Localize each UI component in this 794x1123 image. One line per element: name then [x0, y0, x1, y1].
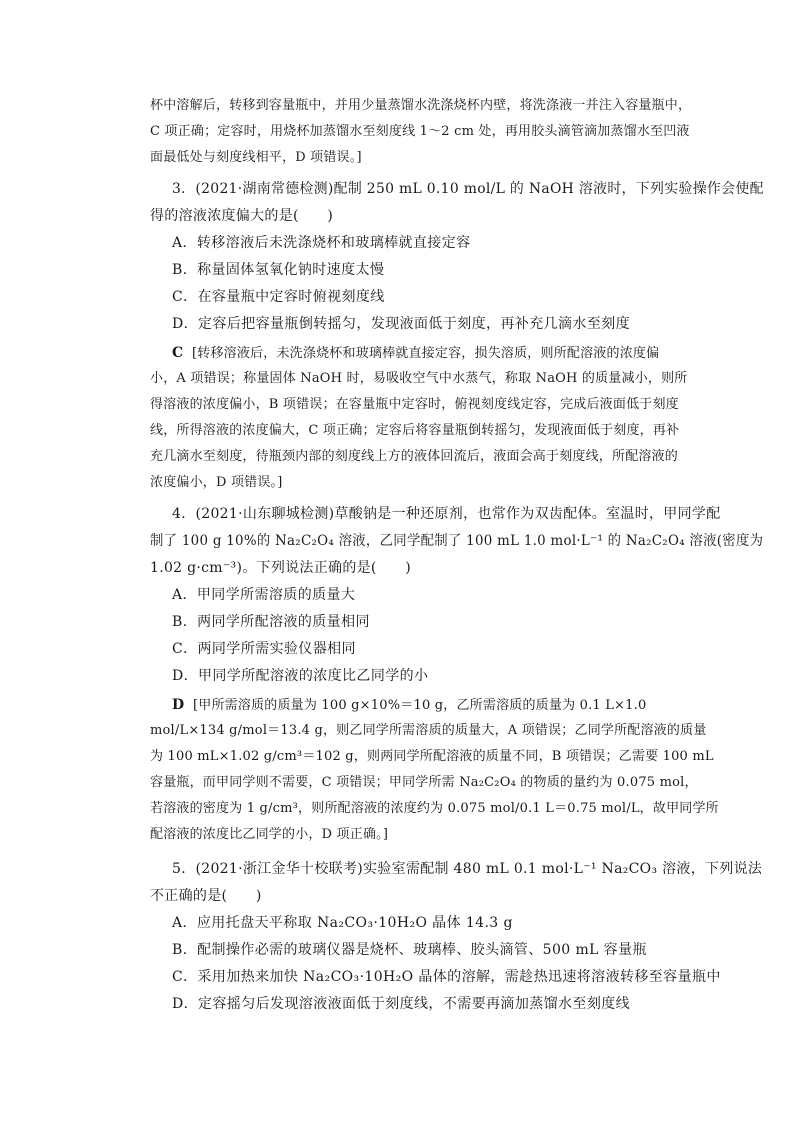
explanation-4-line: 若溶液的密度为 1 g/cm³，则所配溶液的浓度约为 0.075 mol/0.1 L＝0.75 mol/L，故甲同学所 — [150, 801, 719, 816]
question-4-stem: 制了 100 g 10%的 Na₂C₂O₄ 溶液，乙同学配制了 100 mL 1.0 mol·L⁻¹ 的 Na₂C₂O₄ 溶液(密度为 — [150, 533, 764, 549]
explanation-text: [转移溶液后，未洗涤烧杯和玻璃棒就直接定容，损失溶质，则所配溶液的浓度偏 — [192, 346, 660, 361]
answer-letter: D — [172, 697, 185, 713]
question-4-option-a: A．甲同学所需溶质的质量大 — [172, 587, 356, 603]
question-4-option-c: C．两同学所需实验仪器相同 — [172, 641, 356, 657]
question-5-option-b: B．配制操作必需的玻璃仪器是烧杯、玻璃棒、胶头滴管、500 mL 容量瓶 — [172, 942, 647, 958]
question-5-option-a: A．应用托盘天平称取 Na₂CO₃·10H₂O 晶体 14.3 g — [172, 915, 513, 931]
explanation-3-line: 得溶液的浓度偏小，B 项错误；在容量瓶中定容时，俯视刻度线定容，完成后液面低于刻度 — [150, 397, 679, 412]
question-3-stem: 得的溶液浓度偏大的是( ) — [150, 208, 334, 224]
explanation-4-line: 为 100 mL×1.02 g/cm³＝102 g，则两同学所配溶液的质量不同，B 项错误；乙需要 100 mL — [150, 749, 714, 764]
explanation-4-line: mol/L×134 g/mol＝13.4 g，则乙同学所需溶质的质量大，A 项错误；乙同学所配溶液的质量 — [150, 723, 707, 738]
explanation-4-line: 配溶液的浓度比乙同学的小，D 项正确。] — [150, 827, 389, 842]
answer-4-line — [172, 695, 646, 717]
explanation-3-line: 线，所得溶液的浓度偏大，C 项正确；定容后将容量瓶倒转摇匀，发现液面低于刻度，再补 — [150, 423, 680, 438]
question-3-option-b: B．称量固体氢氧化钠时速度太慢 — [172, 262, 385, 278]
text-line: 杯中溶解后，转移到容量瓶中，并用少量蒸馏水洗涤烧杯内壁，将洗涤液一并注入容量瓶中， — [150, 98, 692, 113]
explanation-3-line: 小，A 项错误；称量固体 NaOH 时，易吸收空气中水蒸气，称取 NaOH 的质量减小，则所 — [150, 371, 688, 386]
question-3-option-c: C．在容量瓶中定容时俯视刻度线 — [172, 289, 385, 305]
question-3-option-a: A．转移溶液后未洗涤烧杯和玻璃棒就直接定容 — [172, 235, 471, 251]
answer-letter: C — [172, 345, 184, 361]
text-line: C 项正确；定容时，用烧杯加蒸馏水至刻度线 1～2 cm 处，再用胶头滴管滴加蒸馏水至凹液 — [150, 124, 690, 139]
question-3-stem: 3．(2021·湖南常德检测)配制 250 mL 0.10 mol/L 的 NaOH 溶液时，下列实验操作会使配 — [172, 181, 764, 197]
question-4-stem: 1.02 g·cm⁻³)。下列说法正确的是( ) — [150, 560, 412, 576]
question-4-option-b: B．两同学所配溶液的质量相同 — [172, 614, 370, 630]
question-5-stem: 不正确的是( ) — [150, 888, 262, 904]
question-3-option-d: D．定容后把容量瓶倒转摇匀，发现液面低于刻度，再补充几滴水至刻度 — [172, 316, 631, 332]
question-4-stem: 4．(2021·山东聊城检测)草酸钠是一种还原剂，也常作为双齿配体。室温时，甲同学配 — [172, 506, 721, 522]
explanation-text: [甲所需溶质的质量为 100 g×10%＝10 g，乙所需溶质的质量为 0.1 L×1.0 — [193, 698, 647, 713]
question-5-option-d: D．定容摇匀后发现溶液液面低于刻度线，不需要再滴加蒸馏水至刻度线 — [172, 996, 631, 1012]
question-5-stem: 5．(2021·浙江金华十校联考)实验室需配制 480 mL 0.1 mol·L⁻¹ Na₂CO₃ 溶液，下列说法 — [172, 861, 763, 877]
question-5-option-c: C．采用加热来加快 Na₂CO₃·10H₂O 晶体的溶解，需趁热迅速将溶液转移至容量瓶中 — [172, 969, 721, 985]
answer-3-line — [172, 343, 659, 365]
question-4-option-d: D．甲同学所配溶液的浓度比乙同学的小 — [172, 668, 429, 684]
explanation-3-line: 浓度偏小，D 项错误。] — [150, 475, 283, 490]
explanation-4-line: 容量瓶，而甲同学则不需要，C 项错误；甲同学所需 Na₂C₂O₄ 的物质的量约为 0.075 mol， — [150, 775, 698, 790]
text-line: 面最低处与刻度线相平，D 项错误。] — [150, 150, 362, 165]
explanation-3-line: 充几滴水至刻度，待瓶颈内部的刻度线上方的液体回流后，液面会高于刻度线，所配溶液的 — [150, 449, 679, 464]
